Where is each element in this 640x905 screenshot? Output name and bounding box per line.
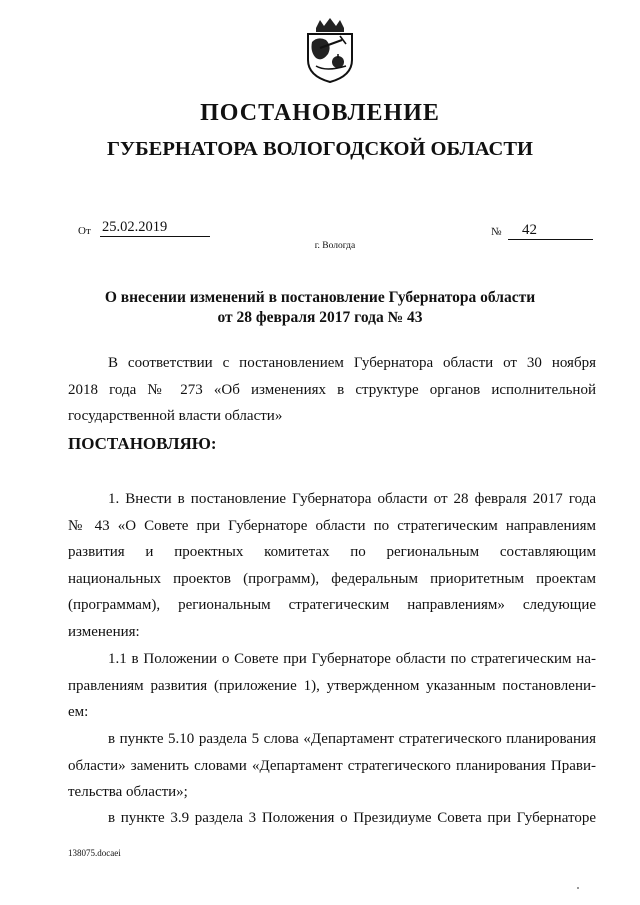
coat-of-arms-icon bbox=[302, 18, 358, 84]
city-label: г. Вологда bbox=[314, 241, 356, 251]
date-prefix: От bbox=[78, 225, 91, 237]
document-title: ПОСТАНОВЛЕНИЕ bbox=[200, 100, 440, 126]
item-1-line: (программам), региональным стратегическим направлениям» следующие bbox=[68, 597, 596, 613]
document-subtitle: ГУБЕРНАТОРА ВОЛОГОДСКОЙ ОБЛАСТИ bbox=[107, 138, 533, 160]
preamble-paragraph bbox=[68, 350, 596, 430]
decree-word: ПОСТАНОВЛЯЮ: bbox=[68, 434, 217, 453]
item-1-1-paragraph bbox=[68, 646, 596, 726]
preamble-line: 2018 года № 273 «Об изменениях в структуре органов исполнительной bbox=[68, 381, 596, 398]
subject-line-2: от 28 февраля 2017 года № 43 bbox=[217, 309, 423, 326]
item-1-1-a-line: в пункте 5.10 раздела 5 слова «Департамент стратегического планирования bbox=[108, 731, 596, 747]
number-prefix: № bbox=[491, 226, 502, 238]
item-1-1-b-paragraph bbox=[68, 805, 596, 832]
document-number: 42 bbox=[508, 222, 593, 240]
item-1-line: № 43 «О Совете при Губернаторе области по стратегическим направлениям bbox=[68, 517, 596, 534]
item-1-line: национальных проектов (программ), федеральным приоритетным проектам bbox=[68, 570, 596, 587]
item-1-1-line: правлениям развития (приложение 1), утвержденном указанным постановлени- bbox=[68, 677, 596, 694]
item-1-1-line: 1.1 в Положении о Совете при Губернаторе области по стратегическим на- bbox=[108, 651, 596, 667]
item-1-1-line: ем: bbox=[68, 704, 89, 720]
item-1-1-a-paragraph bbox=[68, 726, 596, 806]
item-1-line: развития и проектных комитетах по региональным составляющим bbox=[68, 544, 596, 560]
preamble-line: государственной власти области» bbox=[68, 408, 283, 424]
scan-artifact bbox=[577, 887, 579, 889]
item-1-line: изменения: bbox=[68, 623, 140, 640]
item-1-1-a-line: тельства области»; bbox=[68, 784, 188, 800]
item-1-line: 1. Внести в постановление Губернатора области от 28 февраля 2017 года bbox=[108, 491, 596, 507]
item-1-paragraph bbox=[68, 486, 596, 645]
subject-line-1: О внесении изменений в постановление Губернатора области bbox=[104, 289, 536, 306]
item-1-1-a-line: области» заменить словами «Департамент стратегического планирования Прави- bbox=[68, 757, 596, 774]
document-subject bbox=[70, 288, 570, 328]
preamble-line: В соответствии с постановлением Губернатора области от 30 ноября bbox=[108, 355, 596, 371]
footer-filename: 138075.docaei bbox=[68, 848, 121, 858]
document-date: 25.02.2019 bbox=[100, 219, 210, 237]
item-1-1-b-line: в пункте 3.9 раздела 3 Положения о Президиуме Совета при Губернаторе bbox=[108, 810, 596, 826]
